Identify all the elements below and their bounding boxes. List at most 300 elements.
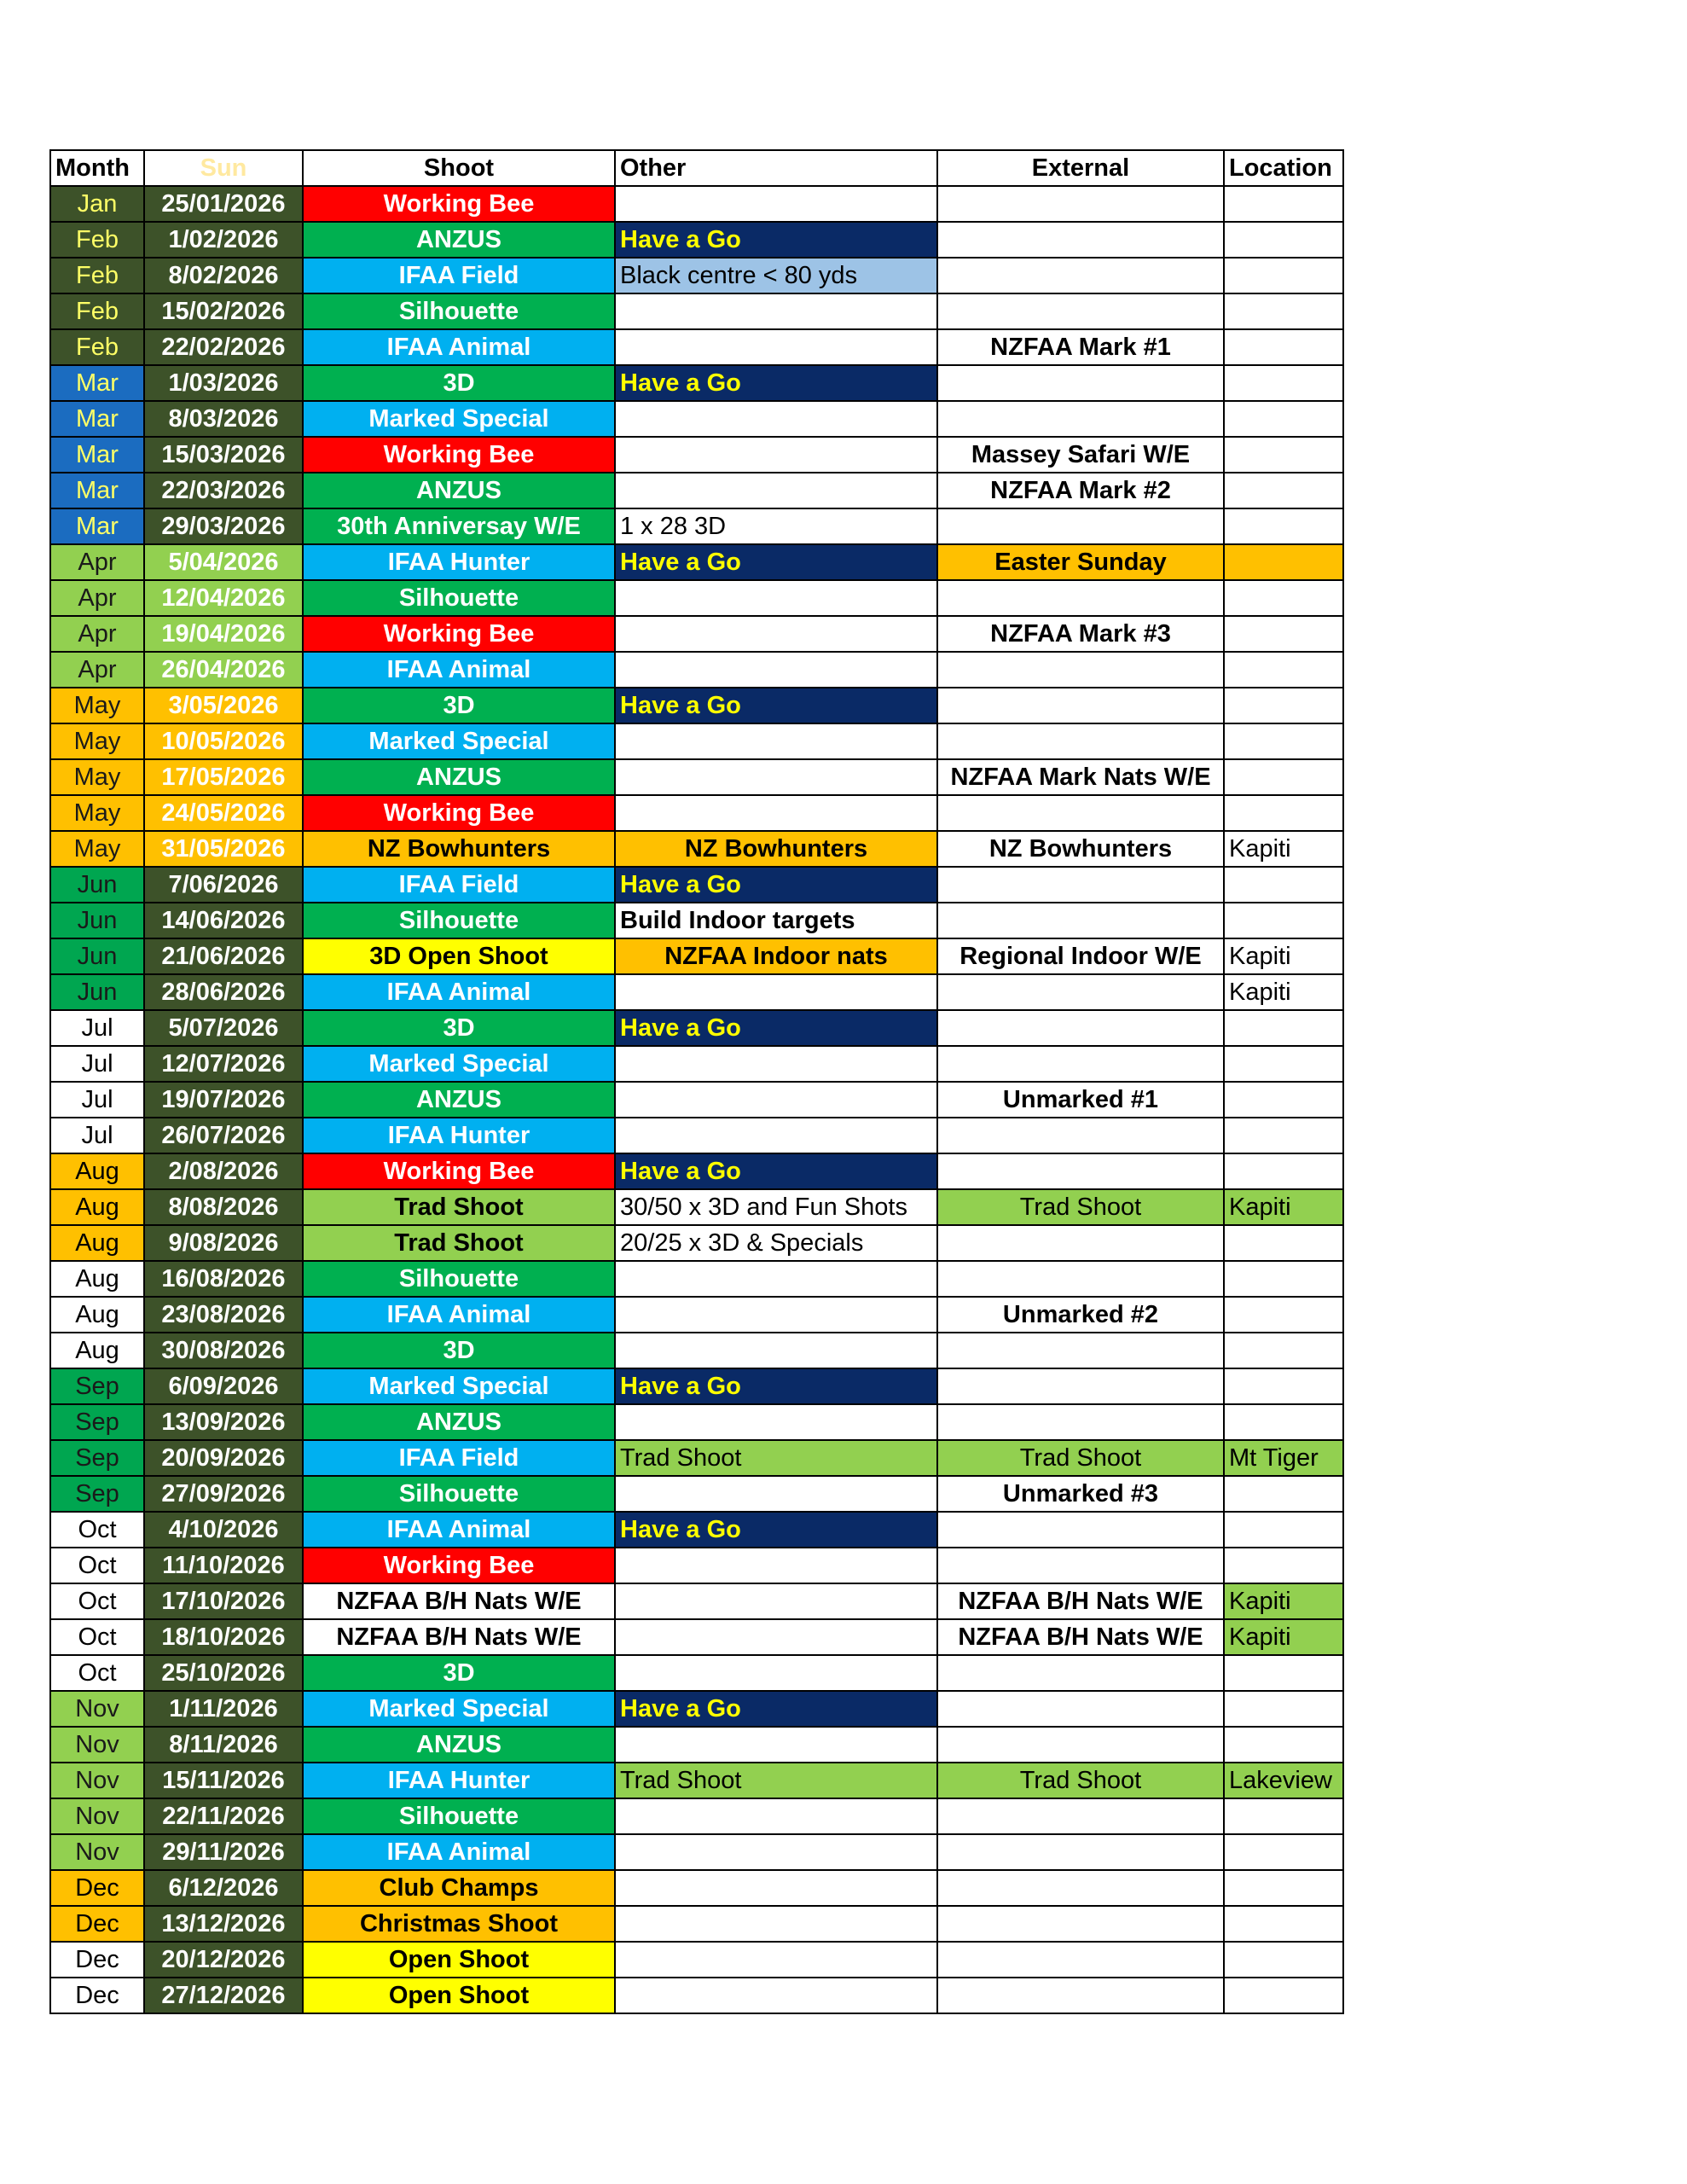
location-cell: [1224, 1261, 1343, 1297]
other-cell: [615, 1261, 937, 1297]
external-cell: NZFAA Mark #1: [937, 329, 1224, 365]
shoot-cell: Silhouette: [303, 580, 615, 616]
date-cell: 2/08/2026: [144, 1153, 303, 1189]
other-cell: [615, 1548, 937, 1583]
shoot-cell: IFAA Field: [303, 867, 615, 903]
table-row: [50, 1906, 1343, 1942]
shoot-cell: Marked Special: [303, 723, 615, 759]
date-cell: 22/03/2026: [144, 473, 303, 508]
table-row: [50, 1619, 1343, 1655]
table-row: [50, 508, 1343, 544]
other-cell: Trad Shoot: [615, 1440, 937, 1476]
table-row: [50, 1942, 1343, 1978]
external-cell: [937, 1870, 1224, 1906]
shoot-cell: 3D Open Shoot: [303, 938, 615, 974]
month-cell: Feb: [50, 293, 144, 329]
date-cell: 31/05/2026: [144, 831, 303, 867]
table-row: [50, 1333, 1343, 1368]
external-cell: [937, 1368, 1224, 1404]
external-cell: Unmarked #2: [937, 1297, 1224, 1333]
shoot-cell: Working Bee: [303, 186, 615, 222]
month-cell: May: [50, 831, 144, 867]
date-cell: 9/08/2026: [144, 1225, 303, 1261]
location-cell: [1224, 1870, 1343, 1906]
date-cell: 24/05/2026: [144, 795, 303, 831]
date-cell: 11/10/2026: [144, 1548, 303, 1583]
month-cell: Oct: [50, 1548, 144, 1583]
shoot-cell: Silhouette: [303, 1798, 615, 1834]
other-cell: [615, 1834, 937, 1870]
shoot-cell: Silhouette: [303, 1476, 615, 1512]
location-cell: [1224, 293, 1343, 329]
external-cell: Regional Indoor W/E: [937, 938, 1224, 974]
date-cell: 13/12/2026: [144, 1906, 303, 1942]
table-row: [50, 938, 1343, 974]
month-cell: Nov: [50, 1727, 144, 1763]
shoot-cell: Working Bee: [303, 1548, 615, 1583]
month-cell: Mar: [50, 508, 144, 544]
other-cell: [615, 1870, 937, 1906]
date-cell: 1/11/2026: [144, 1691, 303, 1727]
shoot-cell: IFAA Hunter: [303, 1118, 615, 1153]
location-cell: Mt Tiger: [1224, 1440, 1343, 1476]
shoot-cell: ANZUS: [303, 1727, 615, 1763]
table-row: [50, 1404, 1343, 1440]
table-row: [50, 1978, 1343, 2013]
month-cell: Jul: [50, 1010, 144, 1046]
other-cell: [615, 1798, 937, 1834]
external-cell: Trad Shoot: [937, 1440, 1224, 1476]
external-cell: NZFAA Mark Nats W/E: [937, 759, 1224, 795]
date-cell: 20/09/2026: [144, 1440, 303, 1476]
other-cell: Have a Go: [615, 867, 937, 903]
shoot-cell: 30th Anniversay W/E: [303, 508, 615, 544]
other-cell: [615, 1619, 937, 1655]
external-cell: [937, 258, 1224, 293]
month-cell: Sep: [50, 1368, 144, 1404]
table-row: [50, 1440, 1343, 1476]
shoot-cell: 3D: [303, 1333, 615, 1368]
other-cell: NZFAA Indoor nats: [615, 938, 937, 974]
month-cell: Feb: [50, 222, 144, 258]
location-cell: [1224, 1010, 1343, 1046]
external-cell: [937, 222, 1224, 258]
shoot-cell: ANZUS: [303, 759, 615, 795]
shoot-cell: ANZUS: [303, 473, 615, 508]
month-cell: Nov: [50, 1798, 144, 1834]
table-row: [50, 1583, 1343, 1619]
location-cell: [1224, 616, 1343, 652]
date-cell: 25/10/2026: [144, 1655, 303, 1691]
location-cell: [1224, 329, 1343, 365]
shoot-cell: ANZUS: [303, 1404, 615, 1440]
other-cell: [615, 1906, 937, 1942]
month-cell: Aug: [50, 1297, 144, 1333]
month-cell: Oct: [50, 1655, 144, 1691]
month-cell: Aug: [50, 1333, 144, 1368]
table-row: [50, 222, 1343, 258]
location-cell: [1224, 1834, 1343, 1870]
location-cell: [1224, 365, 1343, 401]
location-cell: [1224, 1978, 1343, 2013]
date-cell: 19/07/2026: [144, 1082, 303, 1118]
shoot-cell: NZFAA B/H Nats W/E: [303, 1583, 615, 1619]
location-cell: [1224, 867, 1343, 903]
location-cell: [1224, 508, 1343, 544]
shoot-cell: IFAA Animal: [303, 1834, 615, 1870]
table-row: [50, 795, 1343, 831]
shoot-cell: Silhouette: [303, 1261, 615, 1297]
external-cell: NZFAA B/H Nats W/E: [937, 1619, 1224, 1655]
date-cell: 15/03/2026: [144, 437, 303, 473]
month-cell: Sep: [50, 1404, 144, 1440]
external-cell: Unmarked #3: [937, 1476, 1224, 1512]
other-cell: Have a Go: [615, 1691, 937, 1727]
shoot-cell: Working Bee: [303, 616, 615, 652]
month-cell: Jan: [50, 186, 144, 222]
table-row: [50, 1763, 1343, 1798]
date-cell: 13/09/2026: [144, 1404, 303, 1440]
month-cell: May: [50, 723, 144, 759]
date-cell: 12/04/2026: [144, 580, 303, 616]
other-cell: [615, 1297, 937, 1333]
external-cell: Easter Sunday: [937, 544, 1224, 580]
table-row: [50, 1225, 1343, 1261]
date-cell: 18/10/2026: [144, 1619, 303, 1655]
month-cell: Nov: [50, 1763, 144, 1798]
location-cell: Kapiti: [1224, 1619, 1343, 1655]
location-cell: [1224, 1333, 1343, 1368]
date-cell: 12/07/2026: [144, 1046, 303, 1082]
location-cell: [1224, 1655, 1343, 1691]
month-cell: Mar: [50, 437, 144, 473]
date-cell: 29/03/2026: [144, 508, 303, 544]
table-row: [50, 1046, 1343, 1082]
table-row: [50, 616, 1343, 652]
shoot-cell: IFAA Animal: [303, 329, 615, 365]
shoot-cell: Working Bee: [303, 437, 615, 473]
month-cell: Aug: [50, 1189, 144, 1225]
table-row: [50, 1368, 1343, 1404]
date-cell: 28/06/2026: [144, 974, 303, 1010]
other-cell: [615, 1942, 937, 1978]
other-cell: Trad Shoot: [615, 1763, 937, 1798]
shoot-cell: IFAA Animal: [303, 652, 615, 688]
table-row: [50, 1727, 1343, 1763]
other-cell: [615, 437, 937, 473]
shoot-cell: Club Champs: [303, 1870, 615, 1906]
month-cell: Dec: [50, 1942, 144, 1978]
month-cell: Oct: [50, 1619, 144, 1655]
other-cell: [615, 795, 937, 831]
month-cell: Jun: [50, 903, 144, 938]
external-cell: [937, 401, 1224, 437]
date-cell: 26/07/2026: [144, 1118, 303, 1153]
other-cell: [615, 473, 937, 508]
date-cell: 5/07/2026: [144, 1010, 303, 1046]
shoot-cell: Marked Special: [303, 1368, 615, 1404]
location-cell: Kapiti: [1224, 1189, 1343, 1225]
location-cell: [1224, 1798, 1343, 1834]
location-cell: [1224, 652, 1343, 688]
table-row: [50, 186, 1343, 222]
other-cell: Have a Go: [615, 1368, 937, 1404]
date-cell: 20/12/2026: [144, 1942, 303, 1978]
table-row: [50, 1870, 1343, 1906]
location-cell: [1224, 1153, 1343, 1189]
date-cell: 27/09/2026: [144, 1476, 303, 1512]
external-cell: NZ Bowhunters: [937, 831, 1224, 867]
month-cell: Feb: [50, 329, 144, 365]
external-cell: [937, 974, 1224, 1010]
other-cell: [615, 974, 937, 1010]
date-cell: 1/03/2026: [144, 365, 303, 401]
table-row: [50, 437, 1343, 473]
table-row: [50, 1297, 1343, 1333]
other-cell: [615, 1118, 937, 1153]
date-cell: 3/05/2026: [144, 688, 303, 723]
other-cell: [615, 186, 937, 222]
other-cell: [615, 723, 937, 759]
table-row: [50, 1010, 1343, 1046]
table-row: [50, 365, 1343, 401]
date-cell: 4/10/2026: [144, 1512, 303, 1548]
location-cell: [1224, 1512, 1343, 1548]
date-cell: 8/08/2026: [144, 1189, 303, 1225]
location-cell: Kapiti: [1224, 974, 1343, 1010]
date-cell: 6/12/2026: [144, 1870, 303, 1906]
other-cell: [615, 1404, 937, 1440]
external-cell: [937, 1978, 1224, 2013]
month-cell: Nov: [50, 1834, 144, 1870]
external-cell: NZFAA B/H Nats W/E: [937, 1583, 1224, 1619]
shoot-cell: ANZUS: [303, 222, 615, 258]
external-cell: [937, 1906, 1224, 1942]
location-cell: [1224, 186, 1343, 222]
shoot-cell: ANZUS: [303, 1082, 615, 1118]
calendar-table: [49, 149, 1344, 2014]
location-cell: [1224, 222, 1343, 258]
location-cell: [1224, 580, 1343, 616]
month-cell: Jun: [50, 867, 144, 903]
table-row: [50, 580, 1343, 616]
location-cell: [1224, 1297, 1343, 1333]
shoot-cell: Silhouette: [303, 293, 615, 329]
external-cell: [937, 1512, 1224, 1548]
location-cell: [1224, 1548, 1343, 1583]
month-cell: Mar: [50, 365, 144, 401]
table-row: [50, 1118, 1343, 1153]
date-cell: 22/02/2026: [144, 329, 303, 365]
table-row: [50, 1691, 1343, 1727]
header-location: Location: [1224, 150, 1343, 186]
location-cell: [1224, 1906, 1343, 1942]
external-cell: [937, 1333, 1224, 1368]
other-cell: [615, 580, 937, 616]
other-cell: 30/50 x 3D and Fun Shots: [615, 1189, 937, 1225]
shoot-cell: IFAA Field: [303, 258, 615, 293]
location-cell: [1224, 759, 1343, 795]
table-row: [50, 903, 1343, 938]
table-row: [50, 258, 1343, 293]
location-cell: [1224, 1225, 1343, 1261]
shoot-cell: IFAA Animal: [303, 974, 615, 1010]
other-cell: [615, 1046, 937, 1082]
shoot-cell: Marked Special: [303, 1046, 615, 1082]
location-cell: [1224, 688, 1343, 723]
external-cell: [937, 1118, 1224, 1153]
month-cell: Apr: [50, 652, 144, 688]
date-cell: 15/11/2026: [144, 1763, 303, 1798]
shoot-cell: IFAA Field: [303, 1440, 615, 1476]
table-row: [50, 831, 1343, 867]
month-cell: Dec: [50, 1978, 144, 2013]
shoot-cell: Marked Special: [303, 401, 615, 437]
location-cell: Kapiti: [1224, 938, 1343, 974]
location-cell: [1224, 903, 1343, 938]
other-cell: [615, 652, 937, 688]
table-row: [50, 759, 1343, 795]
table-row: [50, 974, 1343, 1010]
table-row: [50, 1512, 1343, 1548]
external-cell: [937, 652, 1224, 688]
month-cell: Dec: [50, 1906, 144, 1942]
table-row: [50, 1153, 1343, 1189]
location-cell: [1224, 544, 1343, 580]
date-cell: 15/02/2026: [144, 293, 303, 329]
shoot-cell: Christmas Shoot: [303, 1906, 615, 1942]
external-cell: [937, 1046, 1224, 1082]
date-cell: 27/12/2026: [144, 1978, 303, 2013]
date-cell: 16/08/2026: [144, 1261, 303, 1297]
external-cell: [937, 867, 1224, 903]
table-row: [50, 1261, 1343, 1297]
location-cell: Kapiti: [1224, 831, 1343, 867]
external-cell: Trad Shoot: [937, 1189, 1224, 1225]
location-cell: [1224, 1082, 1343, 1118]
shoot-cell: NZFAA B/H Nats W/E: [303, 1619, 615, 1655]
month-cell: Oct: [50, 1583, 144, 1619]
external-cell: [937, 688, 1224, 723]
location-cell: [1224, 795, 1343, 831]
table-row: [50, 544, 1343, 580]
date-cell: 29/11/2026: [144, 1834, 303, 1870]
month-cell: Jun: [50, 974, 144, 1010]
shoot-cell: 3D: [303, 1655, 615, 1691]
external-cell: [937, 1225, 1224, 1261]
external-cell: [937, 1548, 1224, 1583]
other-cell: Have a Go: [615, 544, 937, 580]
location-cell: [1224, 1368, 1343, 1404]
other-cell: [615, 1655, 937, 1691]
shoot-cell: 3D: [303, 365, 615, 401]
table-row: [50, 867, 1343, 903]
location-cell: [1224, 723, 1343, 759]
table-row: [50, 401, 1343, 437]
shoot-cell: IFAA Hunter: [303, 544, 615, 580]
other-cell: [615, 616, 937, 652]
other-cell: [615, 1082, 937, 1118]
external-cell: [937, 1010, 1224, 1046]
location-cell: [1224, 1118, 1343, 1153]
month-cell: Apr: [50, 580, 144, 616]
table-row: [50, 293, 1343, 329]
header-month: Month: [50, 150, 144, 186]
month-cell: May: [50, 795, 144, 831]
external-cell: [937, 903, 1224, 938]
date-cell: 8/02/2026: [144, 258, 303, 293]
external-cell: [937, 365, 1224, 401]
other-cell: [615, 1476, 937, 1512]
other-cell: [615, 759, 937, 795]
header-shoot: Shoot: [303, 150, 615, 186]
external-cell: [937, 293, 1224, 329]
external-cell: [937, 186, 1224, 222]
shoot-cell: NZ Bowhunters: [303, 831, 615, 867]
other-cell: [615, 1583, 937, 1619]
month-cell: Feb: [50, 258, 144, 293]
external-cell: Unmarked #1: [937, 1082, 1224, 1118]
month-cell: Sep: [50, 1476, 144, 1512]
date-cell: 23/08/2026: [144, 1297, 303, 1333]
location-cell: [1224, 473, 1343, 508]
other-cell: Have a Go: [615, 1010, 937, 1046]
table-row: [50, 1476, 1343, 1512]
location-cell: [1224, 437, 1343, 473]
location-cell: [1224, 1046, 1343, 1082]
calendar-rows: [50, 186, 1343, 2013]
other-cell: [615, 401, 937, 437]
other-cell: NZ Bowhunters: [615, 831, 937, 867]
date-cell: 14/06/2026: [144, 903, 303, 938]
external-cell: [937, 1261, 1224, 1297]
location-cell: Lakeview: [1224, 1763, 1343, 1798]
table-row: [50, 1834, 1343, 1870]
month-cell: Aug: [50, 1261, 144, 1297]
month-cell: Oct: [50, 1512, 144, 1548]
location-cell: [1224, 1476, 1343, 1512]
table-row: [50, 688, 1343, 723]
external-cell: [937, 1798, 1224, 1834]
other-cell: Have a Go: [615, 222, 937, 258]
location-cell: [1224, 1691, 1343, 1727]
shoot-cell: Open Shoot: [303, 1942, 615, 1978]
other-cell: 1 x 28 3D: [615, 508, 937, 544]
table-row: [50, 652, 1343, 688]
other-cell: [615, 1333, 937, 1368]
month-cell: Mar: [50, 473, 144, 508]
month-cell: Jul: [50, 1082, 144, 1118]
header-sun: Sun: [144, 150, 303, 186]
month-cell: Apr: [50, 544, 144, 580]
date-cell: 17/10/2026: [144, 1583, 303, 1619]
external-cell: Massey Safari W/E: [937, 437, 1224, 473]
month-cell: Jul: [50, 1118, 144, 1153]
external-cell: [937, 1691, 1224, 1727]
other-cell: Have a Go: [615, 1512, 937, 1548]
month-cell: May: [50, 759, 144, 795]
table-row: [50, 1548, 1343, 1583]
month-cell: Mar: [50, 401, 144, 437]
external-cell: [937, 795, 1224, 831]
date-cell: 6/09/2026: [144, 1368, 303, 1404]
header-external: External: [937, 150, 1224, 186]
location-cell: Kapiti: [1224, 1583, 1343, 1619]
table-row: [50, 329, 1343, 365]
date-cell: 26/04/2026: [144, 652, 303, 688]
date-cell: 5/04/2026: [144, 544, 303, 580]
location-cell: [1224, 1727, 1343, 1763]
